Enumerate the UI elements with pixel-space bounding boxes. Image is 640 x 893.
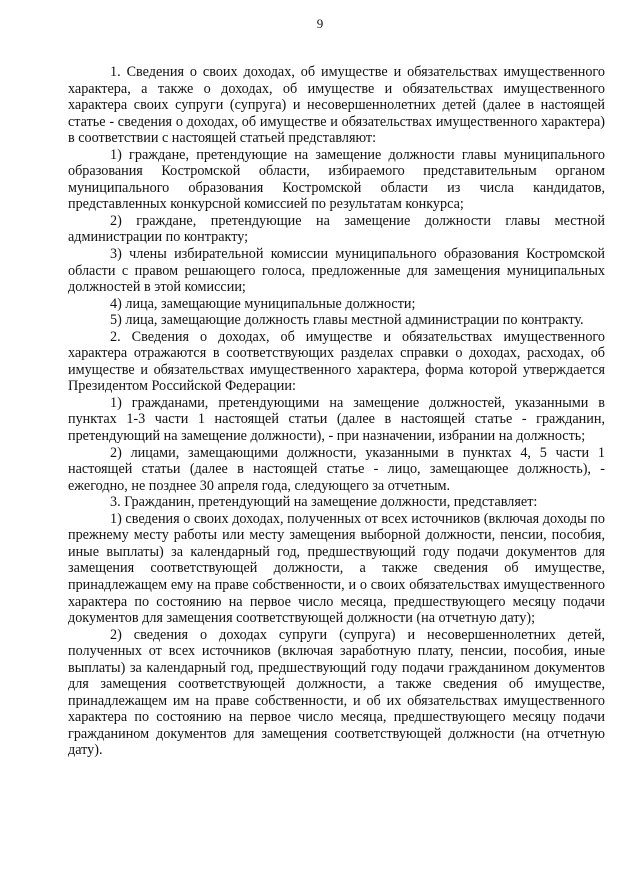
paragraph-item-1-1: 1) граждане, претендующие на замещение должности главы муниципального образования Костромской области, избираемого представительным органом муниципального образования Костромской области из числа кандидатов, представленных конкурсной комиссией по результатам конкурса;	[68, 146, 605, 213]
paragraph-section-2: 2. Сведения о доходах, об имуществе и обязательствах имущественного характера отражаются в соответствующих разделах справки о доходах, расходах, об имуществе и обязательствах имущественного характера, форма которой утверждается Президентом Российской Федерации:	[68, 328, 605, 395]
paragraph-section-3: 3. Гражданин, претендующий на замещение должности, представляет:	[110, 494, 538, 511]
paragraph-item-1-3: 3) члены избирательной комиссии муниципального образования Костромской области с правом решающего голоса, предложенные для замещения муниципальных должностей в этой комиссии;	[68, 246, 605, 296]
paragraph-item-1-2: 2) граждане, претендующие на замещение должности главы местной администрации по контракту;	[68, 212, 605, 246]
paragraph-item-2-1: 1) гражданами, претендующими на замещение должностей, указанными в пунктах 1-3 части 1 настоящей статьи (далее в настоящей статье - гражданин, претендующий на замещение должности), - при назначении, избрании на должность;	[68, 394, 605, 445]
paragraph-item-1-4: 4) лица, замещающие муниципальные должности;	[110, 295, 416, 312]
paragraph-item-3-2: 2) сведения о доходах супруги (супруга) и несовершеннолетних детей, полученных от всех источников (включая заработную плату, пенсии, пособия, иные выплаты) за календарный год, предшествующий году подачи гражданином документов для замещения соответствующей должности, а также сведения об имуществе, принадлежащем им на праве собственности, и об их обязательствах имущественного характера по состоянию на первое число месяца, предшествующего месяцу подачи гражданином документов для замещения соответствующей должности (на отчетную дату).	[68, 626, 605, 759]
paragraph-section-1: 1. Сведения о своих доходах, об имуществе и обязательствах имущественного характера, а также о доходах, об имуществе и обязательствах имущественного характера своих супруги (супруга) и несовершеннолетних детей (далее в настоящей статье - сведения о доходах, об имуществе и обязательствах имущественного характера) в соответствии с настоящей статьей представляют:	[68, 64, 605, 147]
page-number: 9	[316, 16, 324, 31]
paragraph-item-2-2: 2) лицами, замещающими должности, указанными в пунктах 4, 5 части 1 настоящей статьи (далее в настоящей статье - лицо, замещающее должность), - ежегодно, не позднее 30 апреля года, следующего за отчетным.	[68, 444, 605, 494]
paragraph-item-3-1: 1) сведения о своих доходах, полученных от всех источников (включая доходы по прежнему месту работы или месту замещения выборной должности, пенсии, пособия, иные выплаты) за календарный год, предшествующий году подачи документов для замещения соответствующей должности, а также сведения об имуществе, принадлежащем ему на праве собственности, и о своих обязательствах имущественного характера по состоянию на первое число месяца, предшествующего месяцу подачи документов для замещения соответствующей должности (на отчетную дату);	[68, 510, 605, 627]
paragraph-item-1-5: 5) лица, замещающие должность главы местной администрации по контракту.	[110, 312, 584, 329]
document-body	[68, 64, 605, 759]
